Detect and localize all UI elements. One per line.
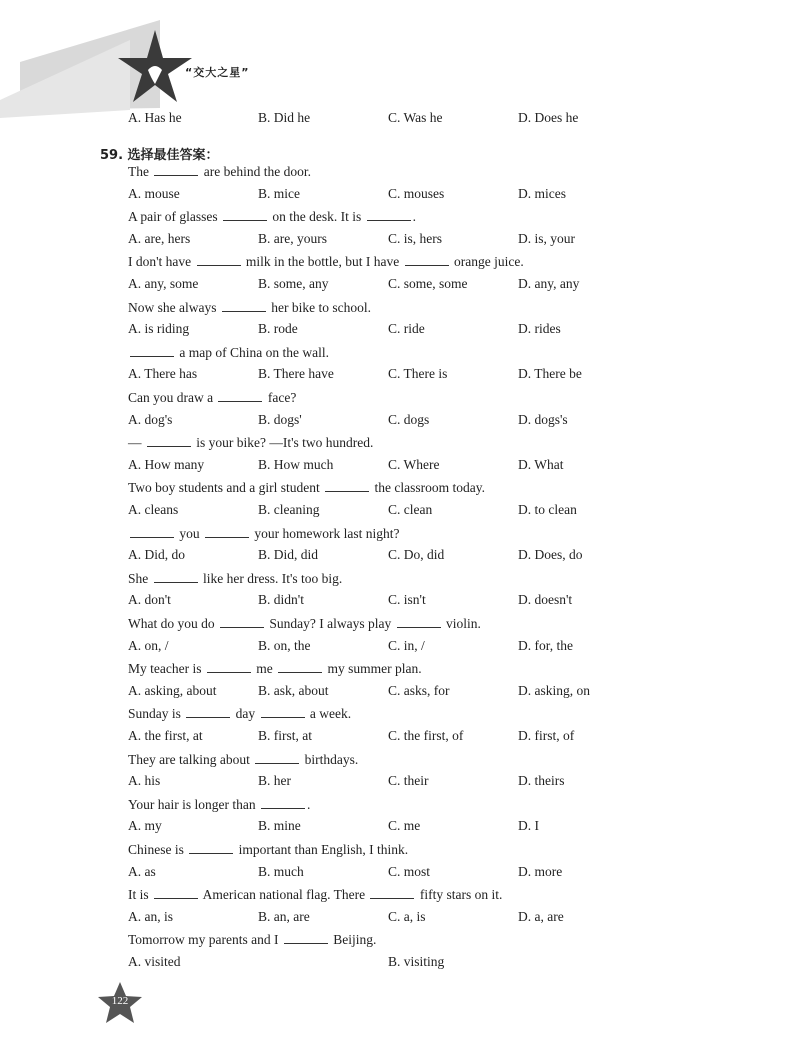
question-text-part: — (128, 435, 145, 451)
question-text-part: My teacher is (128, 661, 205, 677)
question-text-part: you (176, 525, 203, 541)
option-b[interactable]: B. There have (258, 366, 334, 382)
answer-blank[interactable] (278, 660, 322, 673)
option-a[interactable]: A. dog's (128, 411, 173, 427)
option-b[interactable]: B. cleaning (258, 502, 320, 517)
option-b[interactable]: B. on, the (258, 637, 311, 653)
answer-blank[interactable] (220, 615, 264, 628)
option-a[interactable]: A. is riding (128, 321, 190, 337)
question-text-part: birthdays. (301, 751, 359, 767)
option-c[interactable]: C. their (388, 773, 429, 789)
option-d[interactable]: D. a, are (518, 908, 564, 924)
option-c[interactable]: C. most (388, 863, 431, 879)
option-c[interactable]: C. some, some (388, 276, 468, 291)
question-text (128, 751, 358, 768)
question-text-part: is your bike? —It's two hundred. (192, 435, 374, 451)
answer-blank[interactable] (197, 253, 241, 266)
question-text-part: It is (128, 887, 153, 903)
option-b[interactable]: B. first, at (258, 728, 312, 743)
answer-blank[interactable] (405, 253, 449, 266)
option-b[interactable]: B. How much (258, 456, 334, 472)
option-d[interactable]: D. asking, on (518, 682, 590, 698)
option-a[interactable]: A. asking, about (128, 682, 217, 698)
answer-blank[interactable] (261, 705, 305, 718)
option-a[interactable]: A. mouse (128, 185, 180, 201)
question-text-part: like her dress. It's too big. (199, 570, 343, 586)
option-c[interactable]: C. in, / (388, 637, 425, 653)
answer-blank[interactable] (284, 931, 328, 944)
option-a[interactable]: A. Did, do (128, 547, 185, 563)
question-text-part: Two boy students and a girl student (128, 480, 324, 496)
answer-blank[interactable] (223, 208, 267, 221)
question-text (128, 344, 329, 361)
answer-blank[interactable] (222, 299, 266, 312)
option-b[interactable]: B. visiting (388, 954, 445, 969)
question-text-part: your homework last night? (251, 525, 400, 541)
question-text (128, 208, 416, 225)
question-text (128, 615, 481, 632)
question-text-part: Your hair is longer than (128, 796, 259, 812)
option-a[interactable]: A. on, / (128, 637, 169, 653)
option-d[interactable]: D. for, the (518, 637, 573, 653)
option-a[interactable]: A. as (128, 863, 156, 879)
question-text-part: milk in the bottle, but I have (242, 254, 403, 270)
option-c[interactable]: C. clean (388, 502, 433, 517)
option-a: A. Has he (128, 110, 182, 125)
option-d[interactable]: D. I (518, 818, 539, 834)
question-text-part: Sunday is (128, 706, 185, 722)
option-d[interactable]: D. What (518, 456, 564, 472)
option-d[interactable]: D. theirs (518, 773, 565, 789)
option-d[interactable]: D. first, of (518, 728, 575, 743)
option-c[interactable]: C. isn't (388, 592, 426, 608)
question-text (128, 525, 399, 542)
brand-label: “交大之星” (185, 66, 250, 79)
answer-blank[interactable] (207, 660, 251, 673)
question-text (128, 163, 311, 180)
answer-blank[interactable] (370, 886, 414, 899)
question-text (128, 479, 485, 496)
answer-blank[interactable] (397, 615, 441, 628)
question-text-part: American national flag. There (200, 887, 369, 903)
option-a[interactable]: A. an, is (128, 908, 173, 924)
answer-blank[interactable] (325, 479, 369, 492)
answer-blank[interactable] (130, 525, 174, 538)
question-text-part: The (128, 164, 153, 179)
option-a[interactable]: A. his (128, 773, 161, 789)
option-a[interactable]: A. There has (128, 366, 198, 382)
question-text-part: a week. (306, 706, 352, 722)
question-text (128, 660, 422, 677)
question-text (128, 389, 296, 406)
question-text (128, 434, 373, 451)
question-text (128, 705, 351, 722)
question-text (128, 570, 342, 587)
question-text-part: fifty stars on it. (416, 887, 503, 903)
question-text (128, 299, 371, 316)
question-text-part: . (412, 209, 416, 225)
question-text-part: Sunday? I always play (266, 616, 395, 631)
option-b[interactable]: B. dogs' (258, 411, 302, 427)
question-text-part: orange juice. (450, 254, 524, 270)
option-b[interactable]: B. mine (258, 818, 301, 834)
option-c[interactable]: C. Where (388, 456, 440, 472)
option-c[interactable]: C. There is (388, 366, 448, 382)
question-text-part: A pair of glasses (128, 209, 221, 225)
option-c[interactable]: C. Do, did (388, 547, 445, 563)
option-b[interactable]: B. didn't (258, 592, 304, 608)
option-b[interactable]: B. some, any (258, 276, 329, 291)
option-d[interactable]: D. doesn't (518, 592, 573, 608)
option-a[interactable]: A. any, some (128, 276, 199, 291)
question-text-part: . (307, 796, 311, 812)
answer-blank[interactable] (147, 434, 191, 447)
option-b[interactable]: B. ask, about (258, 682, 329, 698)
option-d[interactable]: D. any, any (518, 276, 580, 291)
question-text-part: Tomorrow my parents and I (128, 932, 282, 948)
option-d[interactable]: D. Does, do (518, 547, 583, 563)
option-a[interactable]: A. the first, at (128, 728, 203, 743)
question-text-part: my summer plan. (324, 661, 422, 677)
answer-blank[interactable] (205, 525, 249, 538)
question-text (128, 253, 524, 270)
question-text-part: face? (264, 390, 297, 405)
question-text-part: They are talking about (128, 751, 254, 767)
answer-blank[interactable] (130, 344, 174, 357)
answer-blank[interactable] (255, 751, 299, 764)
section-title: 59. 选择最佳答案： (100, 148, 219, 163)
option-b[interactable]: B. an, are (258, 908, 310, 924)
option-c: C. Was he (388, 110, 443, 125)
question-text-part: her bike to school. (267, 299, 371, 315)
option-b[interactable]: B. rode (258, 321, 298, 337)
option-c[interactable]: C. ride (388, 321, 425, 337)
question-text (128, 841, 408, 858)
option-c[interactable]: C. mouses (388, 185, 445, 201)
question-text-part: a map of China on the wall. (176, 344, 329, 360)
option-d[interactable]: D. mices (518, 185, 566, 201)
option-b[interactable]: B. are, yours (258, 230, 327, 246)
page-number: 122 (111, 995, 129, 1007)
question-text-part: day (232, 706, 259, 722)
option-d[interactable]: D. more (518, 863, 563, 879)
question-text-part: She (128, 570, 152, 586)
option-d[interactable]: D. There be (518, 366, 582, 382)
question-text-part: What do you do (128, 616, 218, 631)
option-d[interactable]: D. is, your (518, 230, 575, 246)
answer-blank[interactable] (154, 570, 198, 583)
question-text (128, 931, 376, 948)
option-d[interactable]: D. to clean (518, 502, 577, 517)
option-c[interactable]: C. is, hers (388, 230, 442, 246)
option-a[interactable]: A. don't (128, 592, 171, 608)
question-text-part: are behind the door. (200, 164, 311, 179)
answer-blank[interactable] (154, 163, 198, 176)
option-d[interactable]: D. dogs's (518, 411, 568, 427)
question-text-part: violin. (442, 616, 481, 631)
option-a[interactable]: A. visited (128, 954, 181, 969)
option-c[interactable]: C. the first, of (388, 728, 464, 743)
option-d[interactable]: D. rides (518, 321, 561, 337)
question-text-part: I don't have (128, 254, 195, 270)
question-text-part: Beijing. (329, 932, 377, 948)
option-a[interactable]: A. my (128, 818, 162, 834)
option-c[interactable]: C. me (388, 818, 421, 834)
question-text-part: important than English, I think. (235, 842, 409, 857)
option-b[interactable]: B. Did, did (258, 547, 319, 563)
option-d: D. Does he (518, 110, 579, 125)
option-c[interactable]: C. asks, for (388, 682, 450, 698)
question-text (128, 886, 502, 903)
option-b[interactable]: B. her (258, 773, 291, 789)
option-b: B. Did he (258, 110, 311, 125)
answer-blank[interactable] (189, 841, 233, 854)
option-a[interactable]: A. cleans (128, 502, 179, 517)
option-b[interactable]: B. much (258, 863, 304, 879)
option-b[interactable]: B. mice (258, 185, 300, 201)
answer-blank[interactable] (218, 389, 262, 402)
option-c[interactable]: C. dogs (388, 411, 430, 427)
question-text-part: Can you draw a (128, 390, 217, 405)
answer-blank[interactable] (186, 705, 230, 718)
question-text-part: Chinese is (128, 842, 188, 857)
option-c[interactable]: C. a, is (388, 908, 426, 924)
answer-blank[interactable] (154, 886, 198, 899)
question-text-part: on the desk. It is (268, 209, 365, 225)
answer-blank[interactable] (261, 796, 305, 809)
option-a[interactable]: A. are, hers (128, 230, 191, 246)
question-text-part: Now she always (128, 299, 220, 315)
question-text (128, 796, 310, 813)
question-text-part: me (252, 661, 277, 677)
option-a[interactable]: A. How many (128, 456, 205, 472)
answer-blank[interactable] (367, 208, 411, 221)
question-text-part: the classroom today. (371, 480, 486, 496)
